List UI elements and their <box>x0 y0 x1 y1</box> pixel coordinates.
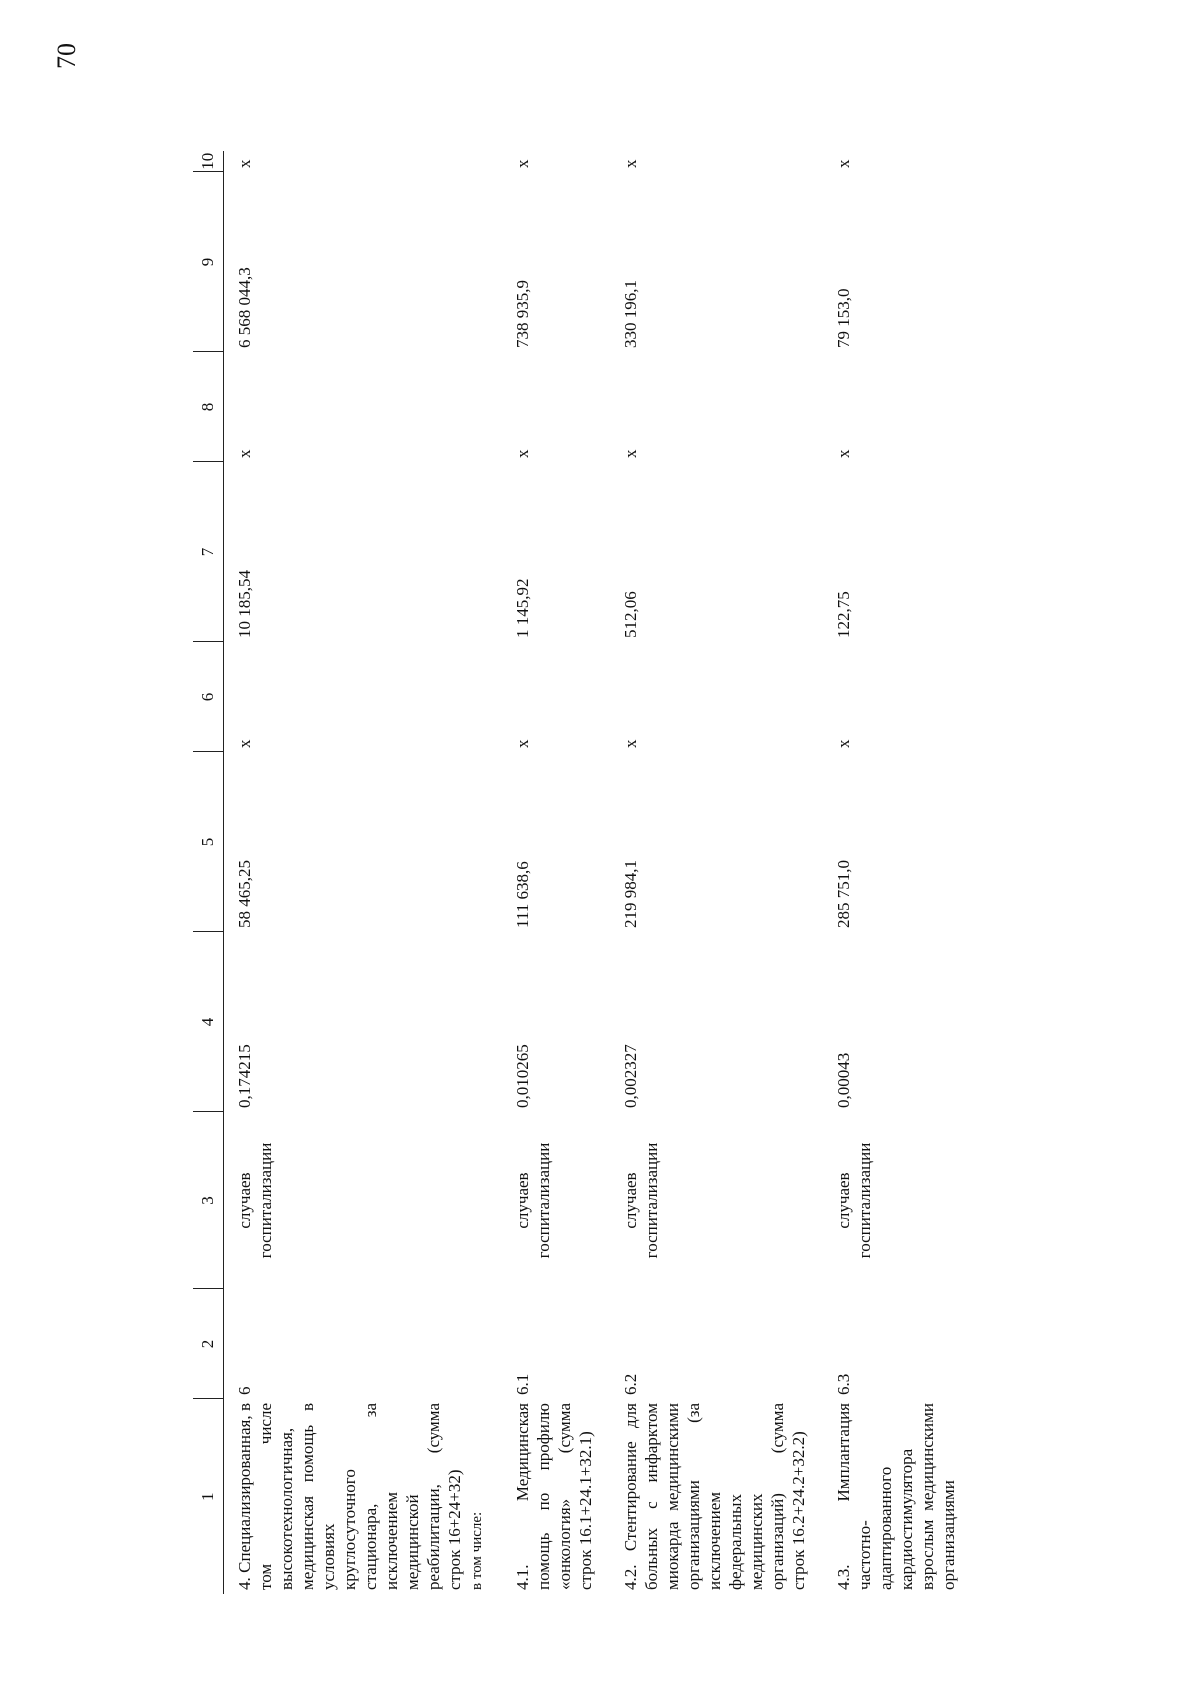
table-row <box>610 151 823 1594</box>
col-header: 5 <box>193 752 224 932</box>
line-number: 6.3 <box>834 1373 853 1395</box>
table-row <box>502 151 610 1594</box>
value-cell: 111 638,6 <box>513 861 532 928</box>
value-cell: 330 196,1 <box>621 280 640 348</box>
row-name-cell <box>224 1399 503 1594</box>
value-cell: 1 145,92 <box>513 578 532 638</box>
value-cell: 0,00043 <box>834 1052 853 1108</box>
x-cell: x <box>513 159 532 168</box>
value-cell: 738 935,9 <box>513 280 532 348</box>
col-header: 9 <box>193 172 224 352</box>
unit-cell: случаев госпитализации <box>235 1142 275 1259</box>
value-cell: 0,002327 <box>621 1044 640 1108</box>
unit-cell: случаев госпитализации <box>834 1142 874 1259</box>
col-header: 7 <box>193 462 224 642</box>
table-row <box>823 151 973 1594</box>
value-cell: 58 465,25 <box>235 860 254 928</box>
x-cell: x <box>621 449 640 458</box>
col-header: 2 <box>193 1289 224 1399</box>
line-number: 6.2 <box>621 1373 640 1395</box>
x-cell: x <box>513 449 532 458</box>
value-cell: 79 153,0 <box>834 288 853 348</box>
x-cell: x <box>235 159 254 168</box>
x-cell: x <box>834 159 853 168</box>
col-header: 8 <box>193 352 224 462</box>
row-name: 4.2. Стентирование для больных с инфарктом миокарда медицинскими организациями (за исключением федеральных медицинских организаций) (сумма строк 16.2+24.2+32.2) <box>621 1403 808 1590</box>
x-cell: x <box>834 739 853 748</box>
value-cell: 219 984,1 <box>621 860 640 928</box>
row-name: 4.1. Медицинская помощь по профилю «онкология» (сумма строк 16.1+24.1+32.1) <box>513 1403 595 1590</box>
x-cell: x <box>235 449 254 458</box>
line-number: 6.1 <box>513 1373 532 1395</box>
data-table <box>193 151 973 1594</box>
row-name-note: в том числе: <box>469 1511 485 1590</box>
col-header: 6 <box>193 642 224 752</box>
unit-cell: случаев госпитализации <box>621 1142 661 1259</box>
x-cell: x <box>621 739 640 748</box>
col-header: 1 <box>193 1399 224 1594</box>
value-cell: 0,174215 <box>235 1044 254 1108</box>
line-number: 6 <box>235 1386 254 1395</box>
x-cell: x <box>513 739 532 748</box>
value-cell: 6 568 044,3 <box>235 267 254 348</box>
value-cell: 285 751,0 <box>834 860 853 928</box>
value-cell: 10 185,54 <box>235 570 254 638</box>
table-row <box>224 151 503 1594</box>
value-cell: 0,010265 <box>513 1044 532 1108</box>
unit-cell: случаев госпитализации <box>513 1142 553 1259</box>
col-header: 3 <box>193 1112 224 1289</box>
header-row <box>193 151 224 1594</box>
value-cell: 122,75 <box>834 591 853 638</box>
x-cell: x <box>621 159 640 168</box>
x-cell: x <box>834 449 853 458</box>
col-header: 4 <box>193 932 224 1112</box>
page-number: 70 <box>52 43 81 69</box>
col-header: 10 <box>193 151 224 172</box>
x-cell: x <box>235 739 254 748</box>
value-cell: 512,06 <box>621 591 640 638</box>
row-name: 4.3. Имплантация частотно-адаптированного кардиостимулятора взрослым медицинскими организациями <box>834 1403 958 1590</box>
row-name: 4. Специализированная, в том числе высокотехнологичная, медицинская помощь в условиях круглосуточного стационара, за исключением медицинской реабилитации, (сумма строк 16+24+32) <box>235 1403 464 1590</box>
